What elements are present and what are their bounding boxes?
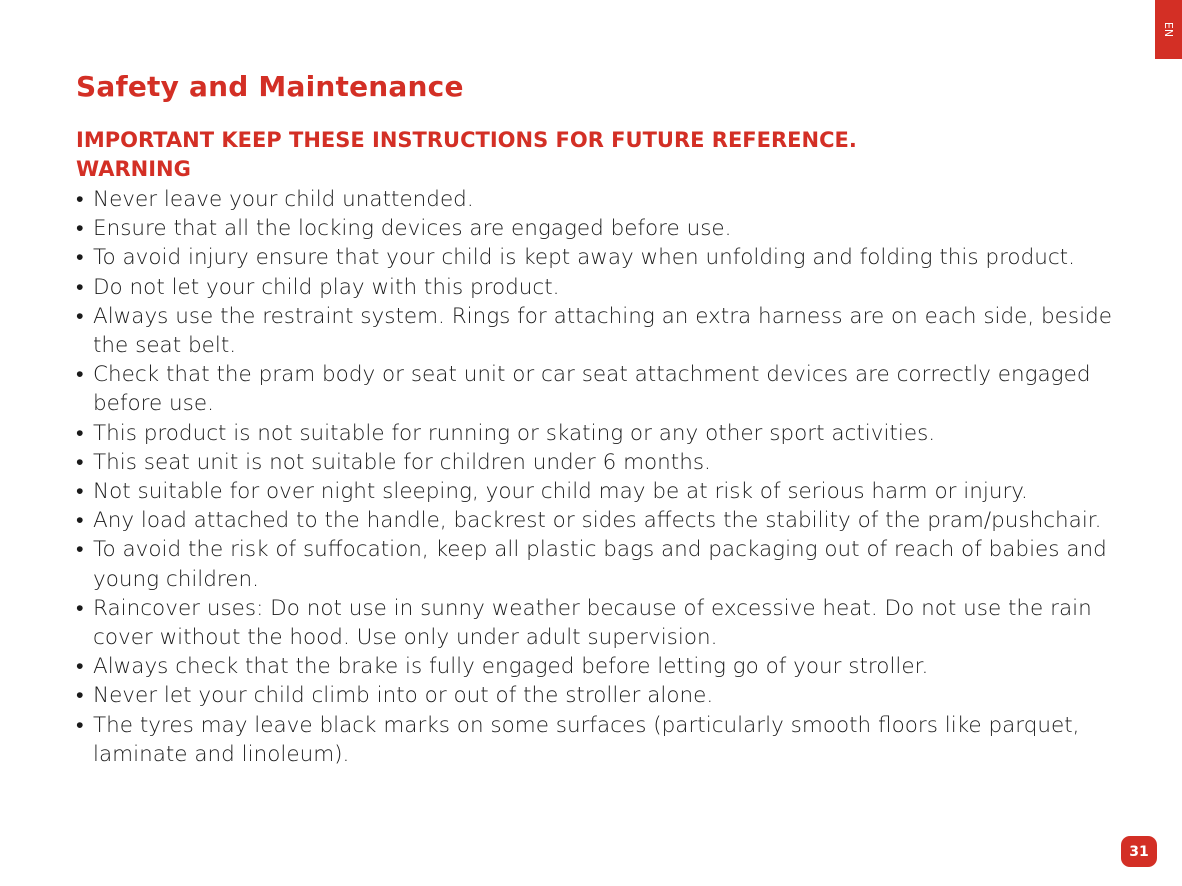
list-item-text: Always check that the brake is fully engaged before letting go of your stroller. xyxy=(93,654,929,680)
bullet-icon: • xyxy=(76,654,84,680)
list-item xyxy=(76,419,1116,448)
list-item xyxy=(76,652,1116,681)
list-item xyxy=(76,360,1116,418)
safety-list xyxy=(76,185,1116,769)
bullet-icon: • xyxy=(76,303,84,329)
list-item-text: Ensure that all the locking devices are engaged before use. xyxy=(93,216,732,242)
list-item-text: Do not let your child play with this product. xyxy=(93,274,560,300)
list-item xyxy=(76,535,1116,593)
bullet-icon: • xyxy=(76,187,84,212)
bullet-icon: • xyxy=(76,245,84,271)
bullet-icon: • xyxy=(76,274,84,300)
bullet-icon: • xyxy=(76,712,84,738)
list-item-text: This product is not suitable for running or skating or any other sport activities. xyxy=(93,420,936,446)
bullet-icon: • xyxy=(76,595,84,621)
bullet-icon: • xyxy=(76,216,84,242)
list-item-text: To avoid the risk of suffocation, keep all plastic bags and packaging out of reach of babies and young children. xyxy=(93,537,1107,592)
bullet-icon: • xyxy=(76,362,84,388)
page-number: 31 xyxy=(1129,843,1149,860)
list-item-text: Never leave your child unattended. xyxy=(93,187,474,212)
list-item xyxy=(76,711,1116,769)
bullet-icon: • xyxy=(76,420,84,446)
language-tab xyxy=(1155,0,1182,59)
bullet-icon: • xyxy=(76,449,84,475)
list-item-text: Not suitable for over night sleeping, your child may be at risk of serious harm or injury. xyxy=(93,479,1028,505)
bullet-icon: • xyxy=(76,479,84,505)
bullet-icon: • xyxy=(76,508,84,534)
list-item xyxy=(76,681,1116,710)
list-item-text: The tyres may leave black marks on some surfaces (particularly smooth floors like parquet, laminate and linoleum). xyxy=(93,712,1080,767)
list-item-text: Never let your child climb into or out of the stroller alone. xyxy=(93,683,714,709)
list-item xyxy=(76,302,1116,360)
list-item-text: Always use the restraint system. Rings for attaching an extra harness are on each side, beside the seat belt. xyxy=(93,303,1112,359)
list-item xyxy=(76,594,1116,652)
list-item-text: Raincover uses: Do not use in sunny weather because of excessive heat. Do not use the rain cover without the hood. Use only under adult supervision. xyxy=(93,595,1092,651)
page-number-badge xyxy=(1121,836,1157,867)
list-item xyxy=(76,185,1116,214)
list-item-text: Any load attached to the handle, backrest or sides affects the stability of the pram/pushchair. xyxy=(93,508,1102,534)
bullet-icon: • xyxy=(76,683,84,709)
list-item xyxy=(76,273,1116,302)
language-label: EN xyxy=(1162,21,1175,38)
list-item xyxy=(76,506,1116,535)
important-notice: IMPORTANT KEEP THESE INSTRUCTIONS FOR FUTURE REFERENCE. xyxy=(76,128,857,152)
list-item xyxy=(76,243,1116,272)
page-title: Safety and Maintenance xyxy=(76,70,464,103)
list-item-text: This seat unit is not suitable for children under 6 months. xyxy=(93,449,711,475)
list-item-text: Check that the pram body or seat unit or car seat attachment devices are correctly engaged before use. xyxy=(93,362,1091,417)
list-item xyxy=(76,477,1116,506)
warning-heading: WARNING xyxy=(76,157,191,181)
bullet-icon: • xyxy=(76,537,84,563)
list-item xyxy=(76,448,1116,477)
list-item xyxy=(76,214,1116,243)
list-item-text: To avoid injury ensure that your child is kept away when unfolding and folding this product. xyxy=(93,245,1075,271)
